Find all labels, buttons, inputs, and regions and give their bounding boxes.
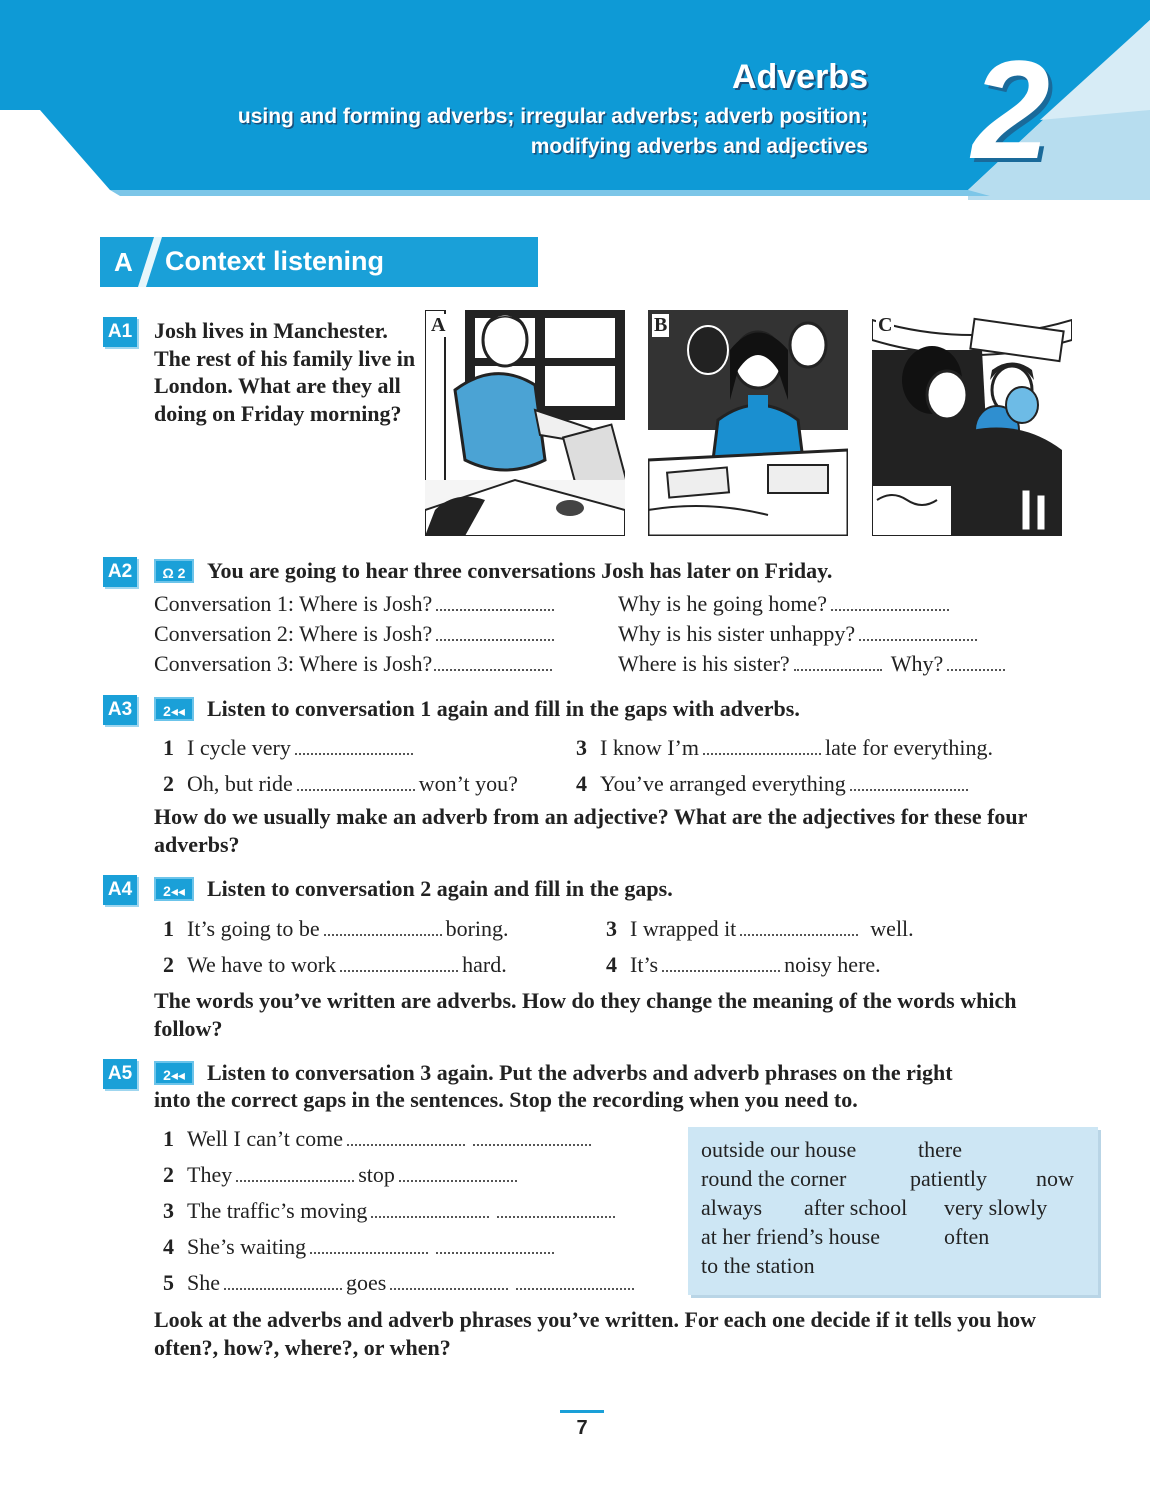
unit-subtitle-line2: modifying adverbs and adjectives [530, 135, 868, 158]
item-text: Oh, but ride [187, 771, 293, 796]
section-title: Context listening [165, 246, 385, 276]
item-text: I cycle very [187, 735, 291, 760]
answer-gap[interactable] [399, 1162, 517, 1182]
a4-item-4 [606, 951, 881, 978]
item-text: stop [358, 1162, 395, 1187]
item-text: noisy here. [784, 952, 881, 977]
unit-subtitle-line1: using and forming adverbs; irregular adverbs; adverb position; [237, 105, 868, 128]
answer-gap[interactable] [236, 1162, 354, 1182]
a2-q1: Conversation 1: Where is Josh? [154, 591, 433, 616]
phrase-option: round the corner [701, 1166, 847, 1191]
a2-q5: Conversation 3: Where is Josh? [154, 651, 433, 676]
item-number: 1 [163, 1126, 174, 1151]
a2-row-2-right [618, 620, 981, 647]
picture-c-party [872, 310, 1072, 536]
phrase-option: after school [804, 1195, 908, 1220]
section-letter: A [114, 247, 133, 277]
answer-gap[interactable] [831, 591, 949, 611]
item-number: 3 [606, 916, 617, 941]
a4-instruction: Listen to conversation 2 again and fill in the gaps. [207, 876, 673, 901]
a3-item-1 [163, 734, 417, 761]
answer-gap[interactable] [295, 735, 413, 755]
phrase-option: often [944, 1224, 990, 1249]
phrase-option: now [1036, 1166, 1074, 1191]
item-number: 4 [576, 771, 587, 796]
a3-item-2 [163, 770, 518, 797]
answer-gap[interactable] [662, 952, 780, 972]
answer-gap[interactable] [947, 651, 1005, 671]
phrase-option: always [701, 1195, 763, 1220]
item-text: Well I can’t come [187, 1126, 344, 1151]
answer-gap[interactable] [740, 916, 858, 936]
a3-question: How do we usually make an adverb from an adjective? What are the adjectives for these four adverbs? [154, 804, 1028, 857]
section-header [100, 237, 538, 287]
exercise-badge-a2: A2 [103, 557, 137, 587]
a2-q4: Why is his sister unhappy? [618, 621, 856, 646]
answer-gap[interactable] [859, 621, 977, 641]
item-text: It’s [630, 952, 659, 977]
item-text: hard. [462, 952, 507, 977]
classroom-illustration [648, 310, 848, 536]
a5-question: Look at the adverbs and adverb phrases you’ve written. For each one decide if it tells you how often?, how?, where?, or when? [154, 1307, 1037, 1360]
phrase-option: to the station [701, 1253, 815, 1278]
phrase-option: very slowly [944, 1195, 1048, 1220]
answer-gap[interactable] [436, 591, 554, 611]
item-number: 5 [163, 1270, 174, 1295]
a5-item-1 [163, 1125, 595, 1152]
item-text: won’t you? [418, 771, 518, 796]
phrase-option: there [918, 1137, 962, 1162]
item-text: I wrapped it [630, 916, 737, 941]
exercise-badge-a4: A4 [103, 875, 137, 905]
item-number: 3 [576, 735, 587, 760]
a3-instruction: Listen to conversation 1 again and fill in the gaps with adverbs. [207, 696, 800, 721]
a2-q3: Conversation 2: Where is Josh? [154, 621, 433, 646]
answer-gap[interactable] [371, 1198, 489, 1218]
a1-question: Josh lives in Manchester. The rest of his family live in London. What are they all doing on Friday morning? [154, 318, 416, 426]
a2-q6: Where is his sister? [618, 651, 790, 676]
answer-gap[interactable] [340, 952, 458, 972]
picture-label-a: A [431, 314, 446, 336]
a5-item-3 [163, 1197, 619, 1224]
a4-question: The words you’ve written are adverbs. How do they change the meaning of the words which follow? [154, 988, 1017, 1041]
unit-number: 2 [972, 31, 1050, 188]
item-number: 2 [163, 771, 174, 796]
a5-item-2 [163, 1161, 521, 1188]
phrase-option: outside our house [701, 1137, 857, 1162]
a2-row-3-right [618, 650, 1009, 677]
audio-track-a5[interactable]: 2◂◂ [154, 1061, 194, 1085]
item-text: goes [346, 1270, 387, 1295]
answer-gap[interactable] [473, 1126, 591, 1146]
adverb-phrase-box [688, 1127, 1098, 1295]
office-illustration [425, 310, 625, 536]
a4-item-1 [163, 915, 509, 942]
section-divider-slash [138, 237, 162, 287]
item-number: 4 [606, 952, 617, 977]
item-text: She [187, 1270, 220, 1295]
item-text: boring. [445, 916, 509, 941]
answer-gap[interactable] [324, 916, 442, 936]
answer-gap[interactable] [794, 651, 882, 671]
item-text: well. [870, 916, 914, 941]
item-text: late for everything. [824, 735, 993, 760]
picture-a-office [425, 310, 625, 536]
answer-gap[interactable] [390, 1270, 508, 1290]
picture-label-b: B [654, 314, 668, 336]
a2-q7: Why? [890, 651, 944, 676]
answer-gap[interactable] [516, 1270, 634, 1290]
picture-label-c: C [878, 314, 893, 336]
picture-b-classroom [648, 310, 848, 536]
unit-title: Adverbs [731, 58, 868, 96]
item-text: They [187, 1162, 233, 1187]
answer-gap[interactable] [347, 1126, 465, 1146]
party-illustration [872, 310, 1072, 536]
a2-row-1-left [154, 590, 558, 617]
item-number: 4 [163, 1234, 174, 1259]
a2-row-3-left [154, 650, 556, 677]
item-number: 1 [163, 916, 174, 941]
a2-row-2-left [154, 620, 558, 647]
answer-gap[interactable] [703, 735, 821, 755]
answer-gap[interactable] [224, 1270, 342, 1290]
audio-track-a3[interactable]: 2◂◂ [154, 697, 194, 721]
audio-track-a2[interactable]: Ω 2 [154, 559, 194, 583]
item-text: She’s waiting [187, 1234, 307, 1259]
answer-gap[interactable] [497, 1198, 615, 1218]
a2-q2: Why is he going home? [618, 591, 827, 616]
phrase-option: patiently [910, 1166, 987, 1191]
answer-gap[interactable] [436, 621, 554, 641]
answer-gap[interactable] [436, 1234, 554, 1254]
a5-instruction-line2: into the correct gaps in the sentences. Stop the recording when you need to. [154, 1087, 858, 1112]
item-text: We have to work [187, 952, 337, 977]
page-number: 7 [560, 1410, 604, 1440]
a5-item-4 [163, 1233, 558, 1260]
audio-track-a4[interactable]: 2◂◂ [154, 877, 194, 901]
item-number: 2 [163, 952, 174, 977]
item-text: The traffic’s moving [187, 1198, 368, 1223]
a2-instruction: You are going to hear three conversations Josh has later on Friday. [207, 558, 833, 583]
exercise-badge-a1: A1 [103, 317, 137, 347]
item-number: 1 [163, 735, 174, 760]
exercise-badge-a5: A5 [103, 1059, 137, 1089]
a5-item-5 [163, 1269, 638, 1296]
exercise-badge-a3: A3 [103, 695, 137, 725]
a3-item-3 [576, 734, 993, 761]
a5-instruction-line1: Listen to conversation 3 again. Put the adverbs and adverb phrases on the right [207, 1060, 953, 1085]
item-text: I know I’m [600, 735, 699, 760]
a4-item-3 [606, 915, 914, 942]
a4-item-2 [163, 951, 507, 978]
item-number: 3 [163, 1198, 174, 1223]
answer-gap[interactable] [297, 771, 415, 791]
answer-gap[interactable] [310, 1234, 428, 1254]
item-number: 2 [163, 1162, 174, 1187]
item-text: You’ve arranged everything [600, 771, 846, 796]
a3-item-4 [576, 770, 972, 797]
answer-gap[interactable] [850, 771, 968, 791]
answer-gap[interactable] [434, 651, 552, 671]
phrase-option: at her friend’s house [701, 1224, 880, 1249]
a2-row-1-right [618, 590, 953, 617]
item-text: It’s going to be [187, 916, 320, 941]
